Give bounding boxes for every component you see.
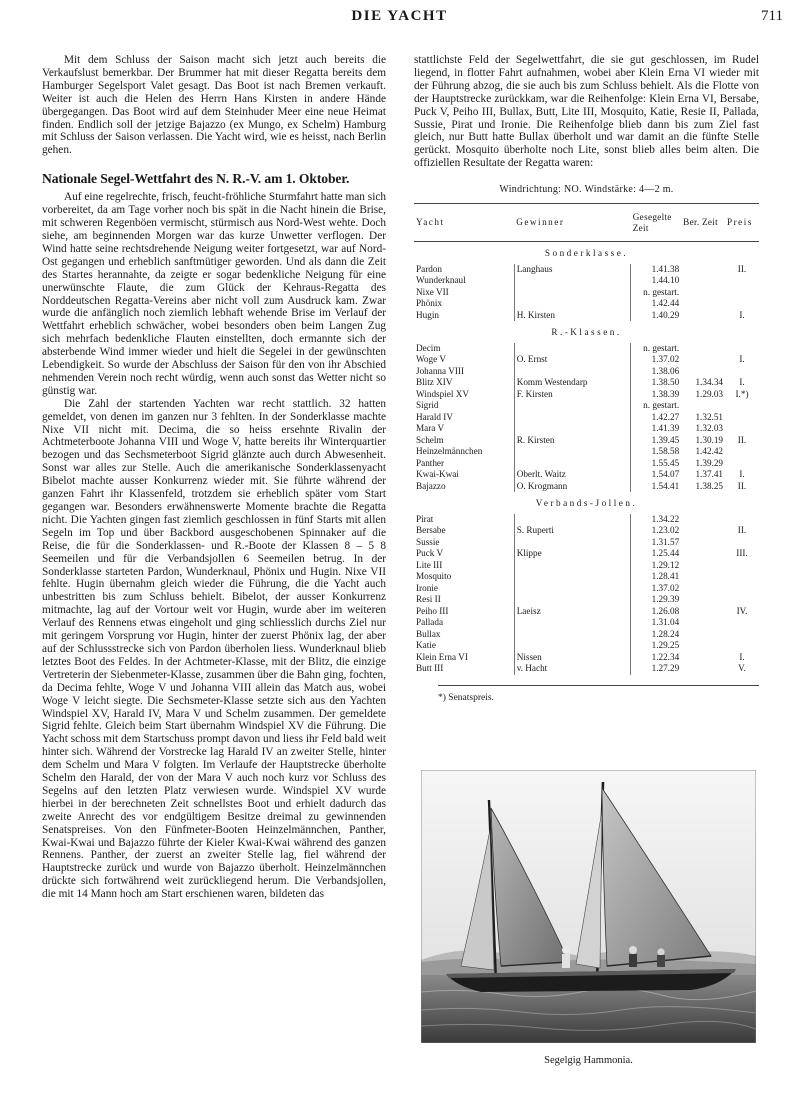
yacht-cell: Butt III: [416, 663, 444, 674]
yacht-cell: Klein Erna VI: [416, 651, 468, 662]
winner-cell: [514, 366, 631, 378]
table-row: [414, 629, 759, 641]
ber-time-cell: [681, 264, 725, 276]
time-cell: 1.26.08: [631, 606, 681, 618]
yacht-cell: Blitz XIV: [416, 377, 453, 388]
ber-time-cell: 1.32.51: [695, 411, 724, 422]
ber-time-cell: 1.32.03: [695, 423, 724, 434]
prize-cell: [725, 514, 759, 526]
ber-time-cell: [681, 275, 725, 287]
ber-time-cell: [681, 537, 725, 549]
prize-cell: II.: [737, 434, 747, 445]
yacht-cell: Bullax: [416, 628, 441, 639]
table-row: [414, 287, 759, 299]
prize-cell: [725, 571, 759, 583]
prize-cell: [725, 400, 759, 412]
winner-cell: [514, 571, 631, 583]
header-ber: Ber. Zeit: [681, 204, 725, 242]
table-row: [414, 310, 759, 322]
table-row: [414, 571, 759, 583]
article-paragraph: Auf eine regelrechte, frisch, feucht-fröhliche Sturmfahrt hatte man sich vorbereitet, da am Tage vorher noch bis spät in die Nacht hinein die Brise, mit schweren Regenböen vermischt, stürmisch aus Nord-West wehte. Doch siehe, am beginnenden Morgen war das kurze Unwetter verflogen. Der Wind hatte seine rechtsdrehende Neigung weiter fortgesetzt, war auf Nord-Ost gegangen und erheblich sanftmütiger geworden. Und als dann die Zeit des Startes herannahte, da zeigte er sogar bedenkliche Neigung für eine unerwünschte Flaute, die zum Glück der Kehraus-Regatta des Norddeutschen Regatta-Vereins aber nicht voll zum Ausdruck kam. Zwar wurde die anfänglich noch ziemlich lebhaft wehende Brise im Verlauf der Wettfahrt erheblich schwächer, wobei besonders oben beim Langen Zug sich mehrfach bedenkliche Flauten einstellten, doch ermannte sich der absterbende Wind immer wieder und hielt die Segelei in der gewünschten Lebendigkeit. So wurde der Abschluss der Saison für den von ihr Abschied nehmenden Verein noch recht würdig, wenn auch sonst das Wetter nicht so günstig war.: [42, 191, 386, 397]
yacht-cell: Mara V: [416, 423, 445, 434]
sailboat-photo: [421, 770, 756, 1043]
yacht-cell: Bersabe: [416, 525, 446, 536]
class-name: Verbands-Jollen.: [535, 498, 638, 509]
time-cell: 1.28.24: [631, 629, 681, 641]
yacht-cell: Pardon: [416, 263, 443, 274]
winner-cell: Klippe: [514, 548, 631, 560]
time-cell: 1.38.06: [631, 366, 681, 378]
class-header-row: [414, 321, 759, 343]
time-cell: 1.23.02: [631, 525, 681, 537]
yacht-cell: Peiho III: [416, 605, 449, 616]
ber-time-cell: 1.34.34: [695, 377, 724, 388]
winner-cell: R. Kirsten: [514, 435, 631, 447]
winner-cell: [514, 560, 631, 572]
header-yacht: Yacht: [414, 204, 514, 242]
yacht-cell: Nixe VII: [416, 286, 449, 297]
table-row: [414, 412, 759, 424]
winner-cell: [514, 412, 631, 424]
footnote: *) Senatspreis.: [438, 685, 759, 705]
prize-cell: II.: [737, 480, 747, 491]
time-cell: 1.27.29: [631, 663, 681, 675]
time-cell: 1.42.44: [631, 298, 681, 310]
yacht-cell: Johanna VIII: [416, 365, 465, 376]
header-prize: Preis: [725, 204, 759, 242]
prize-cell: [725, 412, 759, 424]
winner-cell: O. Ernst: [514, 354, 631, 366]
yacht-cell: Pallada: [416, 617, 444, 628]
prize-cell: [725, 343, 759, 355]
ber-time-cell: [681, 310, 725, 322]
right-column: [414, 54, 759, 704]
winner-cell: Nissen: [514, 652, 631, 664]
prize-cell: I.: [739, 309, 745, 320]
yacht-cell: Woge V: [416, 354, 446, 365]
prize-cell: [725, 298, 759, 310]
class-header-row: [414, 242, 759, 264]
prize-cell: [725, 423, 759, 435]
time-cell: 1.29.12: [631, 560, 681, 572]
ber-time-cell: [681, 617, 725, 629]
table-row: [414, 514, 759, 526]
ber-time-cell: [681, 400, 725, 412]
ber-time-cell: [681, 594, 725, 606]
time-cell: 1.38.50: [631, 377, 681, 389]
time-cell: 1.55.45: [631, 458, 681, 470]
table-row: [414, 446, 759, 458]
time-cell: 1.31.57: [631, 537, 681, 549]
yacht-cell: Puck V: [416, 548, 444, 559]
table-row: [414, 366, 759, 378]
time-cell: 1.22.34: [631, 652, 681, 664]
time-cell: 1.28.41: [631, 571, 681, 583]
prize-cell: [725, 458, 759, 470]
prize-cell: II.: [737, 525, 747, 536]
prize-cell: [725, 287, 759, 299]
yacht-cell: Kwai-Kwai: [416, 469, 459, 480]
winner-cell: [514, 287, 631, 299]
winner-cell: Laeisz: [514, 606, 631, 618]
time-cell: 1.54.41: [631, 481, 681, 493]
time-cell: 1.40.29: [631, 310, 681, 322]
table-row: [414, 548, 759, 560]
winner-cell: [514, 617, 631, 629]
table-row: [414, 377, 759, 389]
prize-cell: I.*): [735, 388, 749, 399]
ber-time-cell: 1.39.29: [695, 457, 724, 468]
ber-time-cell: [681, 629, 725, 641]
ber-time-cell: [681, 525, 725, 537]
time-cell: n. gestart.: [631, 343, 681, 355]
table-row: [414, 435, 759, 447]
prize-cell: [725, 629, 759, 641]
prize-cell: [725, 537, 759, 549]
yacht-cell: Katie: [416, 640, 436, 651]
ber-time-cell: 1.37.41: [695, 469, 724, 480]
table-row: [414, 594, 759, 606]
table-row: [414, 469, 759, 481]
prize-cell: [725, 366, 759, 378]
time-cell: 1.54.07: [631, 469, 681, 481]
prize-cell: [725, 640, 759, 652]
time-cell: 1.25.44: [631, 548, 681, 560]
winner-cell: Langhaus: [514, 264, 631, 276]
ber-time-cell: 1.42.42: [695, 446, 724, 457]
yacht-cell: Windspiel XV: [416, 388, 469, 399]
yacht-cell: Wunderknaul: [416, 275, 466, 286]
table-row: [414, 537, 759, 549]
winner-cell: S. Ruperti: [514, 525, 631, 537]
running-title: DIE YACHT: [351, 8, 448, 24]
table-row: [414, 560, 759, 572]
class-name: R.-Klassen.: [551, 327, 622, 338]
yacht-cell: Harald IV: [416, 411, 453, 422]
ber-time-cell: [681, 354, 725, 366]
winner-cell: [514, 298, 631, 310]
winner-cell: [514, 583, 631, 595]
ber-time-cell: [681, 548, 725, 560]
prize-cell: [725, 446, 759, 458]
winner-cell: [514, 458, 631, 470]
winner-cell: v. Hacht: [514, 663, 631, 675]
time-cell: 1.42.27: [631, 412, 681, 424]
winner-cell: [514, 423, 631, 435]
time-cell: 1.41.39: [631, 423, 681, 435]
ber-time-cell: [681, 663, 725, 675]
prize-cell: I.: [739, 354, 745, 365]
ber-time-cell: [681, 606, 725, 618]
article-heading: Nationale Segel-Wettfahrt des N. R.-V. am 1. Oktober.: [42, 171, 350, 187]
ber-time-cell: [681, 652, 725, 664]
winner-cell: O. Krogmann: [514, 481, 631, 493]
time-cell: 1.29.39: [631, 594, 681, 606]
class-header-row: [414, 492, 759, 514]
table-row: [414, 343, 759, 355]
table-row: [414, 389, 759, 401]
sailboat-illustration: [421, 770, 756, 1043]
time-cell: 1.38.39: [631, 389, 681, 401]
table-row: [414, 354, 759, 366]
ber-time-cell: 1.29.03: [695, 388, 724, 399]
winner-cell: [514, 275, 631, 287]
yacht-cell: Ironie: [416, 582, 438, 593]
ber-time-cell: [681, 583, 725, 595]
page-header: [0, 4, 799, 30]
yacht-cell: Schelm: [416, 434, 444, 445]
table-row: [414, 606, 759, 618]
table-row: [414, 458, 759, 470]
winner-cell: [514, 343, 631, 355]
photo-caption: Segelgig Hammonia.: [544, 1055, 633, 1066]
time-cell: 1.41.38: [631, 264, 681, 276]
table-header-row: [414, 204, 759, 242]
table-row: [414, 423, 759, 435]
table-row: [414, 525, 759, 537]
table-row: [414, 583, 759, 595]
continued-paragraph: stattlichste Feld der Segelwettfahrt, die sie gut geschlossen, im Rudel liegend, in flotter Fahrt aufnahmen, wobei aber Klein Erna VI wieder mit der Führung abzog, die sie auch bis zum Schluss behielt. Als die Flotte von der Hauptstrecke zurückkam, war die Reihenfolge: Klein Erna VI, Bersabe, Puck V, Peiho III, Bullax, Butt, Lite III, Mosquito, Katie, Resie II, Pallada, Sussie, Pirat und Ironie. Die Reihenfolge blieb dann bis zum Ziel fast gleich, nur Butt hatte Bullax überholt und war damit an die fünfte Stelle gerückt. Mosquito überholte noch Lite, sonst blieb alles beim alten. Die offiziellen Resultate der Regatta waren:: [414, 54, 759, 170]
prize-cell: I.: [739, 651, 745, 662]
ber-time-cell: [681, 514, 725, 526]
article-paragraph: Die Zahl der startenden Yachten war recht stattlich. 32 hatten gemeldet, von denen im ganzen nur 3 fehlten. In der Sonderklasse machte Nixe VII nicht mit. Decima, die so heiss ersehnte Rivalin der Achtmeterboote Johanna VIII und Woge V, hatte bereits ihr Winterquartier bezogen und das Sechsmeterboot Sigrid glänzte auch durch Abwesenheit. Sonst war alles zur Stelle. Auch die amerikanische Sonderklassenyacht Bibelot machte ausser Konkurrenz wieder mit. Sie führte während der ganzen Fahrt ihr Klassenfeld, trotzdem sie erheblich später vom Start gegangen war. Besonders erwähnenswerte Momente brachte die Regatta nicht. Die Yachten gingen fast ziemlich geschlossen in fünf Starts mit allen Segeln im Top und über Backbord ausgeschobenen Spinnaker auf die Reise, die für die Sonderklassen- und R.-Boote der Klassen 8 – 5 8 Seemeilen und für die Verbandsjollen 6 Seemeilen betrug. In der Sonderklasse starteten Pardon, Wunderknaul, Phönix und Hugin. Nixe VII fehlte. Hugin übernahm gleich wieder die Führung, die die Yacht auch unbestritten bis zum Schluss behielt. Bibelot, der ausser Konkurrenz mitmachte, lag auf der Vortour weit vor Hugin, wurde aber im weiteren Verlauf des Rennens etwas eingeholt und ging schliesslich durchs Ziel nur mit geringem Vorsprung vor Hugin, hinter der zuerst Phönix lag, der aber auf der Schlussstrecke sich von Pardon überholen liess. Wunderknaul blieb letztes Boot des Feldes. In der Achtmeter-Klasse, mit der Blitz, die einzige Vertreterin der Siebenmeter-Klasse, zusammen über die Bahn ging, fochten, da Decima fehlte, Woge V und Johanna VIII allein das Match aus, wobei Woge V leicht siegte. Die Sechsmeter-Klasse setzte sich aus den Yachten Windspiel XV, Harald IV, Mara V und Schelm zusammen. Der gemeldete Sigrid fehlte. Gleich beim Start übernahm Windspiel XV die Führung. Die Yacht schoss mit dem Startschuss prompt davon und liess ihr Feld bald weit hinter sich. Während der Vorstrecke lag Harald IV an zweiter Stelle, hinter dem Schelm und Mara V folgten. Im Verlaufe der Hauptstrecke überholte Schelm den Harald, der von der Mara V auch noch kurz vor Schluss des Segelns auf den letzten Platz verwiesen wurde. Windspiel XV wurde hierbei in der berechneten Zeit schnellstes Boot und erhielt dadurch das zweite Anrecht des vor endgültigem Besitze dreimal zu gewinnenden Senatspreises. Von den Fünfmeter-Booten Heinzelmännchen, Panther, Kwai-Kwai und Bajazzo führte der Kieler Kwai-Kwai während des ganzen Rennens. Panther, der zuerst an zweiter Stelle lag, fiel während der Hauptstrecke zurück und wurde von Bajazzo überholt. Heinzelmännchen drückte sich fortwährend weit zurückliegend herum. Die Verbandsjollen, die mit 14 Mann hoch am Start erschienen waren, bildeten das: [42, 397, 386, 901]
results-table: [414, 203, 759, 675]
ber-time-cell: [681, 640, 725, 652]
time-cell: 1.37.02: [631, 583, 681, 595]
ber-time-cell: [681, 560, 725, 572]
prize-cell: [725, 275, 759, 287]
prize-cell: I.: [739, 469, 745, 480]
winner-cell: [514, 640, 631, 652]
time-cell: n. gestart.: [631, 400, 681, 412]
results-body: [414, 242, 759, 675]
left-column: [42, 54, 386, 901]
ber-time-cell: [681, 343, 725, 355]
time-cell: 1.58.58: [631, 446, 681, 458]
time-cell: 1.44.10: [631, 275, 681, 287]
table-row: [414, 617, 759, 629]
ber-time-cell: 1.30.19: [695, 434, 724, 445]
winner-cell: Komm Westendarp: [514, 377, 631, 389]
winner-cell: [514, 400, 631, 412]
winner-cell: Oberlt. Waitz: [514, 469, 631, 481]
prize-cell: IV.: [736, 605, 748, 616]
table-row: [414, 298, 759, 310]
prize-cell: III.: [736, 548, 748, 559]
table-row: [414, 652, 759, 664]
yacht-cell: Pirat: [416, 513, 434, 524]
ber-time-cell: [681, 298, 725, 310]
ber-time-cell: 1.38.25: [695, 480, 724, 491]
table-row: [414, 640, 759, 652]
table-row: [414, 275, 759, 287]
time-cell: 1.34.22: [631, 514, 681, 526]
table-row: [414, 663, 759, 675]
ber-time-cell: [681, 287, 725, 299]
yacht-cell: Decim: [416, 342, 441, 353]
class-name: Sonderklasse.: [544, 248, 629, 259]
yacht-cell: Phönix: [416, 298, 443, 309]
page-number: 711: [761, 8, 783, 24]
winner-cell: F. Kirsten: [514, 389, 631, 401]
time-cell: 1.31.04: [631, 617, 681, 629]
prize-cell: [725, 583, 759, 595]
yacht-cell: Mosquito: [416, 571, 452, 582]
winner-cell: [514, 594, 631, 606]
table-row: [414, 264, 759, 276]
ber-time-cell: [681, 366, 725, 378]
ber-time-cell: [681, 571, 725, 583]
prize-cell: [725, 560, 759, 572]
yacht-cell: Resi II: [416, 594, 441, 605]
winner-cell: [514, 514, 631, 526]
time-cell: 1.37.02: [631, 354, 681, 366]
winner-cell: H. Kirsten: [514, 310, 631, 322]
yacht-cell: Bajazzo: [416, 480, 446, 491]
yacht-cell: Sigrid: [416, 400, 439, 411]
intro-paragraph: Mit dem Schluss der Saison macht sich jetzt auch bereits die Verkaufslust bemerkbar. Der Brummer hat mit dieser Regatta bereits dem Hamburger Segelsport Valet gesagt. Das Boot ist nach Bremen verkauft. Weiter ist auch die Helen des Herrn Hans Kirsten in andere Hände übergegangen. Das Boot wird auf dem Steinhuder Meer eine neue Heimat finden. Endlich soll der jetzige Bajazzo (ex Mungo, ex Schelm) Hamburg mit Schluss der Saison verlassen. Die Yacht wird, wie es heisst, nach Berlin gehen.: [42, 54, 386, 157]
table-row: [414, 400, 759, 412]
yacht-cell: Sussie: [416, 536, 440, 547]
prize-cell: [725, 594, 759, 606]
time-cell: 1.29.25: [631, 640, 681, 652]
winner-cell: [514, 537, 631, 549]
prize-cell: [725, 617, 759, 629]
yacht-cell: Heinzelmännchen: [416, 446, 483, 457]
winner-cell: [514, 446, 631, 458]
header-time: Gesegelte Zeit: [631, 204, 681, 242]
yacht-cell: Lite III: [416, 559, 443, 570]
table-row: [414, 481, 759, 493]
prize-cell: II.: [737, 263, 747, 274]
time-cell: n. gestart.: [631, 287, 681, 299]
prize-cell: I.: [739, 377, 745, 388]
wind-info: Windrichtung: NO. Windstärke: 4—2 m.: [499, 184, 674, 196]
winner-cell: [514, 629, 631, 641]
yacht-cell: Panther: [416, 457, 445, 468]
header-winner: Gewinner: [514, 204, 631, 242]
prize-cell: V.: [738, 663, 746, 674]
yacht-cell: Hugin: [416, 309, 439, 320]
time-cell: 1.39.45: [631, 435, 681, 447]
